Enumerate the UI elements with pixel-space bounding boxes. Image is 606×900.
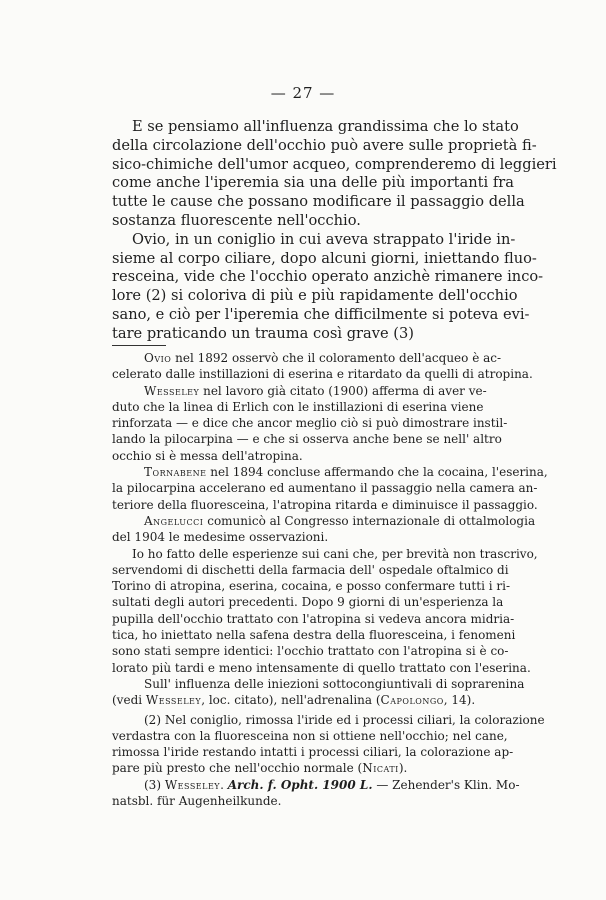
footnote-line: rinforzata — e dice che ancor meglio ciò si può dimostrare instil- — [112, 416, 508, 431]
footnote-line: Ovio nel 1892 osservò che il coloramento dell'acqueo è ac- — [144, 351, 502, 365]
footnote-line: Wesseley nel lavoro già citato (1900) afferma di aver ve- — [144, 383, 487, 398]
footnote-line: pare più presto che nell'occhio normale (Nicati). — [112, 761, 408, 776]
author-name: Ovio — [144, 351, 172, 365]
footnote-1 — [112, 350, 548, 709]
footnote-line: lando la pilocarpina — e che si osserva anche bene se nell' altro — [112, 432, 502, 447]
footnote-line: lorato più tardi e meno intensamente di quello trattato con l'eserina. — [112, 660, 531, 675]
author-name: Wesseley — [145, 693, 202, 708]
journal-citation: Arch. f. Opht. 1900 L. — [227, 777, 373, 792]
footnote-line: natsbl. für Augenheilkunde. — [112, 794, 282, 809]
footnote-line: sono stati sempre identici: l'occhio trattato con l'atropina si è co- — [112, 644, 509, 659]
footnote-line: occhio si è messa dell'atropina. — [112, 448, 303, 463]
footnote-line: Tornabene nel 1894 concluse affermando che la cocaina, l'eserina, — [144, 465, 548, 480]
author-name: Nicati — [362, 761, 399, 776]
paragraph-1 — [112, 118, 557, 231]
text-line: tare praticando un trauma così grave (3) — [112, 324, 414, 342]
footnotes — [112, 350, 548, 809]
text-line: resceina, vide che l'occhio operato anzichè rimanere inco- — [112, 268, 544, 286]
author-name: Capolongo — [380, 693, 444, 708]
author-name: Angelucci — [144, 513, 204, 528]
footnote-line: Sull' influenza delle iniezioni sottocongiuntivali di soprarenina — [144, 676, 525, 691]
text-line: tutte le cause che possano modificare il passaggio della — [112, 193, 525, 211]
text-line: sano, e ciò per l'iperemia che difficilmente si poteva evi- — [112, 305, 530, 323]
footnote-line: pupilla dell'occhio trattato con l'atropina si vedeva ancora midria- — [112, 611, 515, 626]
text-line: sostanza fluorescente nell'occhio. — [112, 211, 361, 229]
footnote-line: rimossa l'iride restando intatti i processi ciliari, la colorazione ap- — [112, 745, 514, 760]
footnote-line: sultati degli autori precedenti. Dopo 9 giorni di un'esperienza la — [112, 595, 504, 610]
author-name: Wesseley — [144, 383, 200, 398]
main-body-text — [112, 118, 557, 344]
footnote-line: verdastra con la fluoresceina non si ottiene nell'occhio; nel cane, — [112, 728, 508, 743]
footnote-separator-rule — [112, 345, 166, 346]
footnote-line: teriore della fluoresceina, l'atropina ritarda e diminuisce il passaggio. — [112, 497, 538, 512]
footnote-3 — [112, 777, 520, 810]
text-line: come anche l'iperemia sia una delle più importanti fra — [112, 174, 514, 192]
footnote-line: celerato dalle instillazioni di eserina e ritardato da quelli di atropina. — [112, 367, 533, 382]
page-number: — 27 — — [270, 84, 336, 102]
author-name: Wesseley — [164, 777, 221, 792]
author-name: Tornabene — [144, 465, 207, 480]
footnote-line: duto che la linea di Erlich con le instillazioni di eserina viene — [112, 399, 484, 414]
text-line: Ovio, in un coniglio in cui aveva strappato l'iride in- — [132, 230, 516, 248]
text-line: della circolazione dell'occhio può avere sulle proprietà fi- — [112, 136, 537, 154]
text-line: sico-chimiche dell'umor acqueo, comprenderemo di leggieri — [112, 155, 557, 173]
text-line: E se pensiamo all'influenza grandissima che lo stato — [132, 118, 519, 135]
footnote-line: servendomi di dischetti della farmacia dell' ospedale oftalmico di — [112, 562, 509, 577]
footnote-line: la pilocarpina accelerano ed aumentano il passaggio nella camera an- — [112, 481, 538, 496]
footnote-2 — [112, 712, 545, 777]
footnote-line: (3) Wesseley. Arch. f. Opht. 1900 L. — Zehender's Klin. Mo- — [144, 777, 520, 792]
footnote-line: (2) Nel coniglio, rimossa l'iride ed i processi ciliari, la colorazione — [144, 712, 545, 727]
paragraph-2 — [112, 230, 544, 344]
text-line: sieme al corpo ciliare, dopo alcuni giorni, iniettando fluo- — [112, 249, 537, 267]
footnote-line: Io ho fatto delle esperienze sui cani che, per brevità non trascrivo, — [132, 546, 538, 561]
footnote-line: Torino di atropina, eserina, cocaina, e posso confermare tutti i ri- — [112, 579, 511, 594]
footnote-line: del 1904 le medesime osservazioni. — [112, 530, 329, 545]
text-line: lore (2) si coloriva di più e più rapidamente dell'occhio — [112, 287, 518, 305]
footnote-line: Angelucci comunicò al Congresso internazionale di ottalmologia — [144, 513, 536, 528]
footnote-line: tica, ho iniettato nella safena destra della fluoresceina, i fenomeni — [112, 628, 516, 643]
footnote-line: (vedi Wesseley, loc. citato), nell'adrenalina (Capolongo, 14). — [112, 693, 476, 708]
